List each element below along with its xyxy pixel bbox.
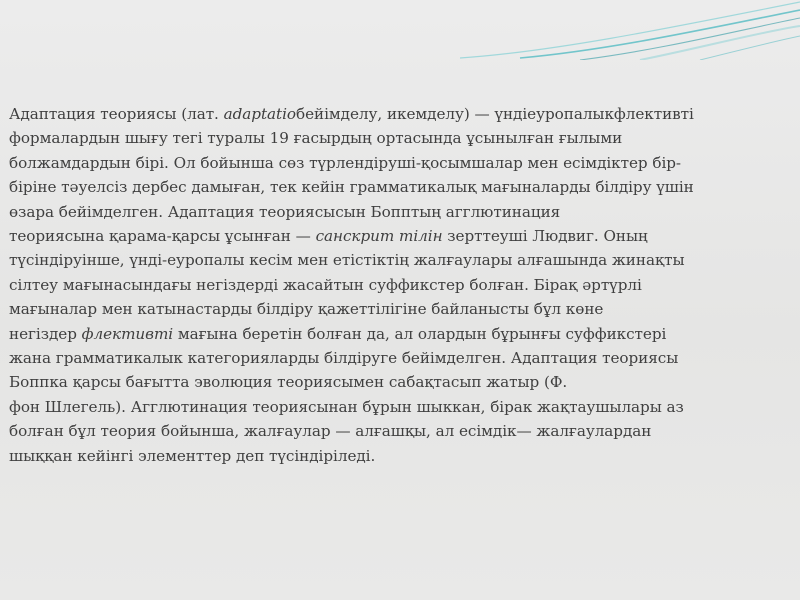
text-run: түсіндіруінше, үнді-еуропалы кесім мен етістіктің жалғаулары алғашында жинақты bbox=[9, 251, 685, 270]
italic-term: санскрит тілін bbox=[315, 227, 443, 246]
text-line bbox=[9, 273, 791, 297]
text-run: болжамдардын бірі. Ол бойынша сөз түрлендіруші-қосымшалар мен есімдіктер бір- bbox=[9, 153, 682, 172]
text-line bbox=[9, 151, 791, 175]
corner-decoration-curves bbox=[460, 0, 800, 60]
text-run: мағына беретін болған да, ал олардын бұрынғы суффикстері bbox=[173, 324, 667, 343]
text-line bbox=[9, 370, 791, 394]
text-run: мағыналар мен катынастарды білдіру қажеттілігіне байланысты бұл көне bbox=[9, 300, 604, 319]
text-run: болған бұл теория бойынша, жалғаулар — алғашқы, ал есімдік— жалғаулардан bbox=[9, 422, 652, 441]
text-line bbox=[9, 346, 791, 370]
text-run: өзара бейімделген. Адаптация теориясысын Бопптың агглютинация bbox=[9, 202, 561, 221]
text-run: сілтеу мағынасындағы негіздерді жасайтын суффикстер болған. Бірақ әртүрлі bbox=[9, 275, 642, 294]
italic-term: флективті bbox=[81, 324, 174, 343]
text-line bbox=[9, 102, 791, 126]
text-line bbox=[9, 224, 791, 248]
text-line bbox=[9, 200, 791, 224]
text-run: біріне тәуелсіз дербес дамыған, тек кейін грамматикалық мағыналарды білдіру үшін bbox=[9, 178, 694, 197]
text-run: шыққан кейінгі элементтер деп түсіндіріледі. bbox=[9, 446, 376, 465]
text-line bbox=[9, 444, 791, 468]
text-run: Боппка қарсы бағытта эволюция теориясымен сабақтасып жатыр (Ф. bbox=[9, 373, 568, 392]
text-line bbox=[9, 126, 791, 150]
text-line bbox=[9, 175, 791, 199]
text-run: теориясына қарама-қарсы ұсынған — bbox=[9, 227, 316, 246]
text-run: формалардын шығу тегі туралы 19 ғасырдың ортасында ұсынылған ғылыми bbox=[9, 129, 623, 148]
text-line bbox=[9, 248, 791, 272]
text-run: бейімделу, икемделу) — үндіеуропалыкфлективті bbox=[295, 105, 694, 123]
text-run: жана грамматикалык категорияларды білдіруге бейімделген. Адаптация теориясы bbox=[9, 349, 679, 368]
italic-term: adaptatio bbox=[223, 105, 296, 123]
text-run: зерттеуші Людвиг. Оның bbox=[442, 227, 648, 246]
text-run: негіздер bbox=[9, 324, 82, 343]
text-run: фон Шлегель). Агглютинация теориясынан бұрын шыккан, бірак жақтаушылары аз bbox=[9, 397, 684, 416]
body-text bbox=[9, 102, 791, 468]
text-line bbox=[9, 419, 791, 443]
text-line bbox=[9, 322, 791, 346]
text-line bbox=[9, 297, 791, 321]
text-run: Адаптация теориясы (лат. bbox=[9, 105, 224, 123]
text-line bbox=[9, 395, 791, 419]
